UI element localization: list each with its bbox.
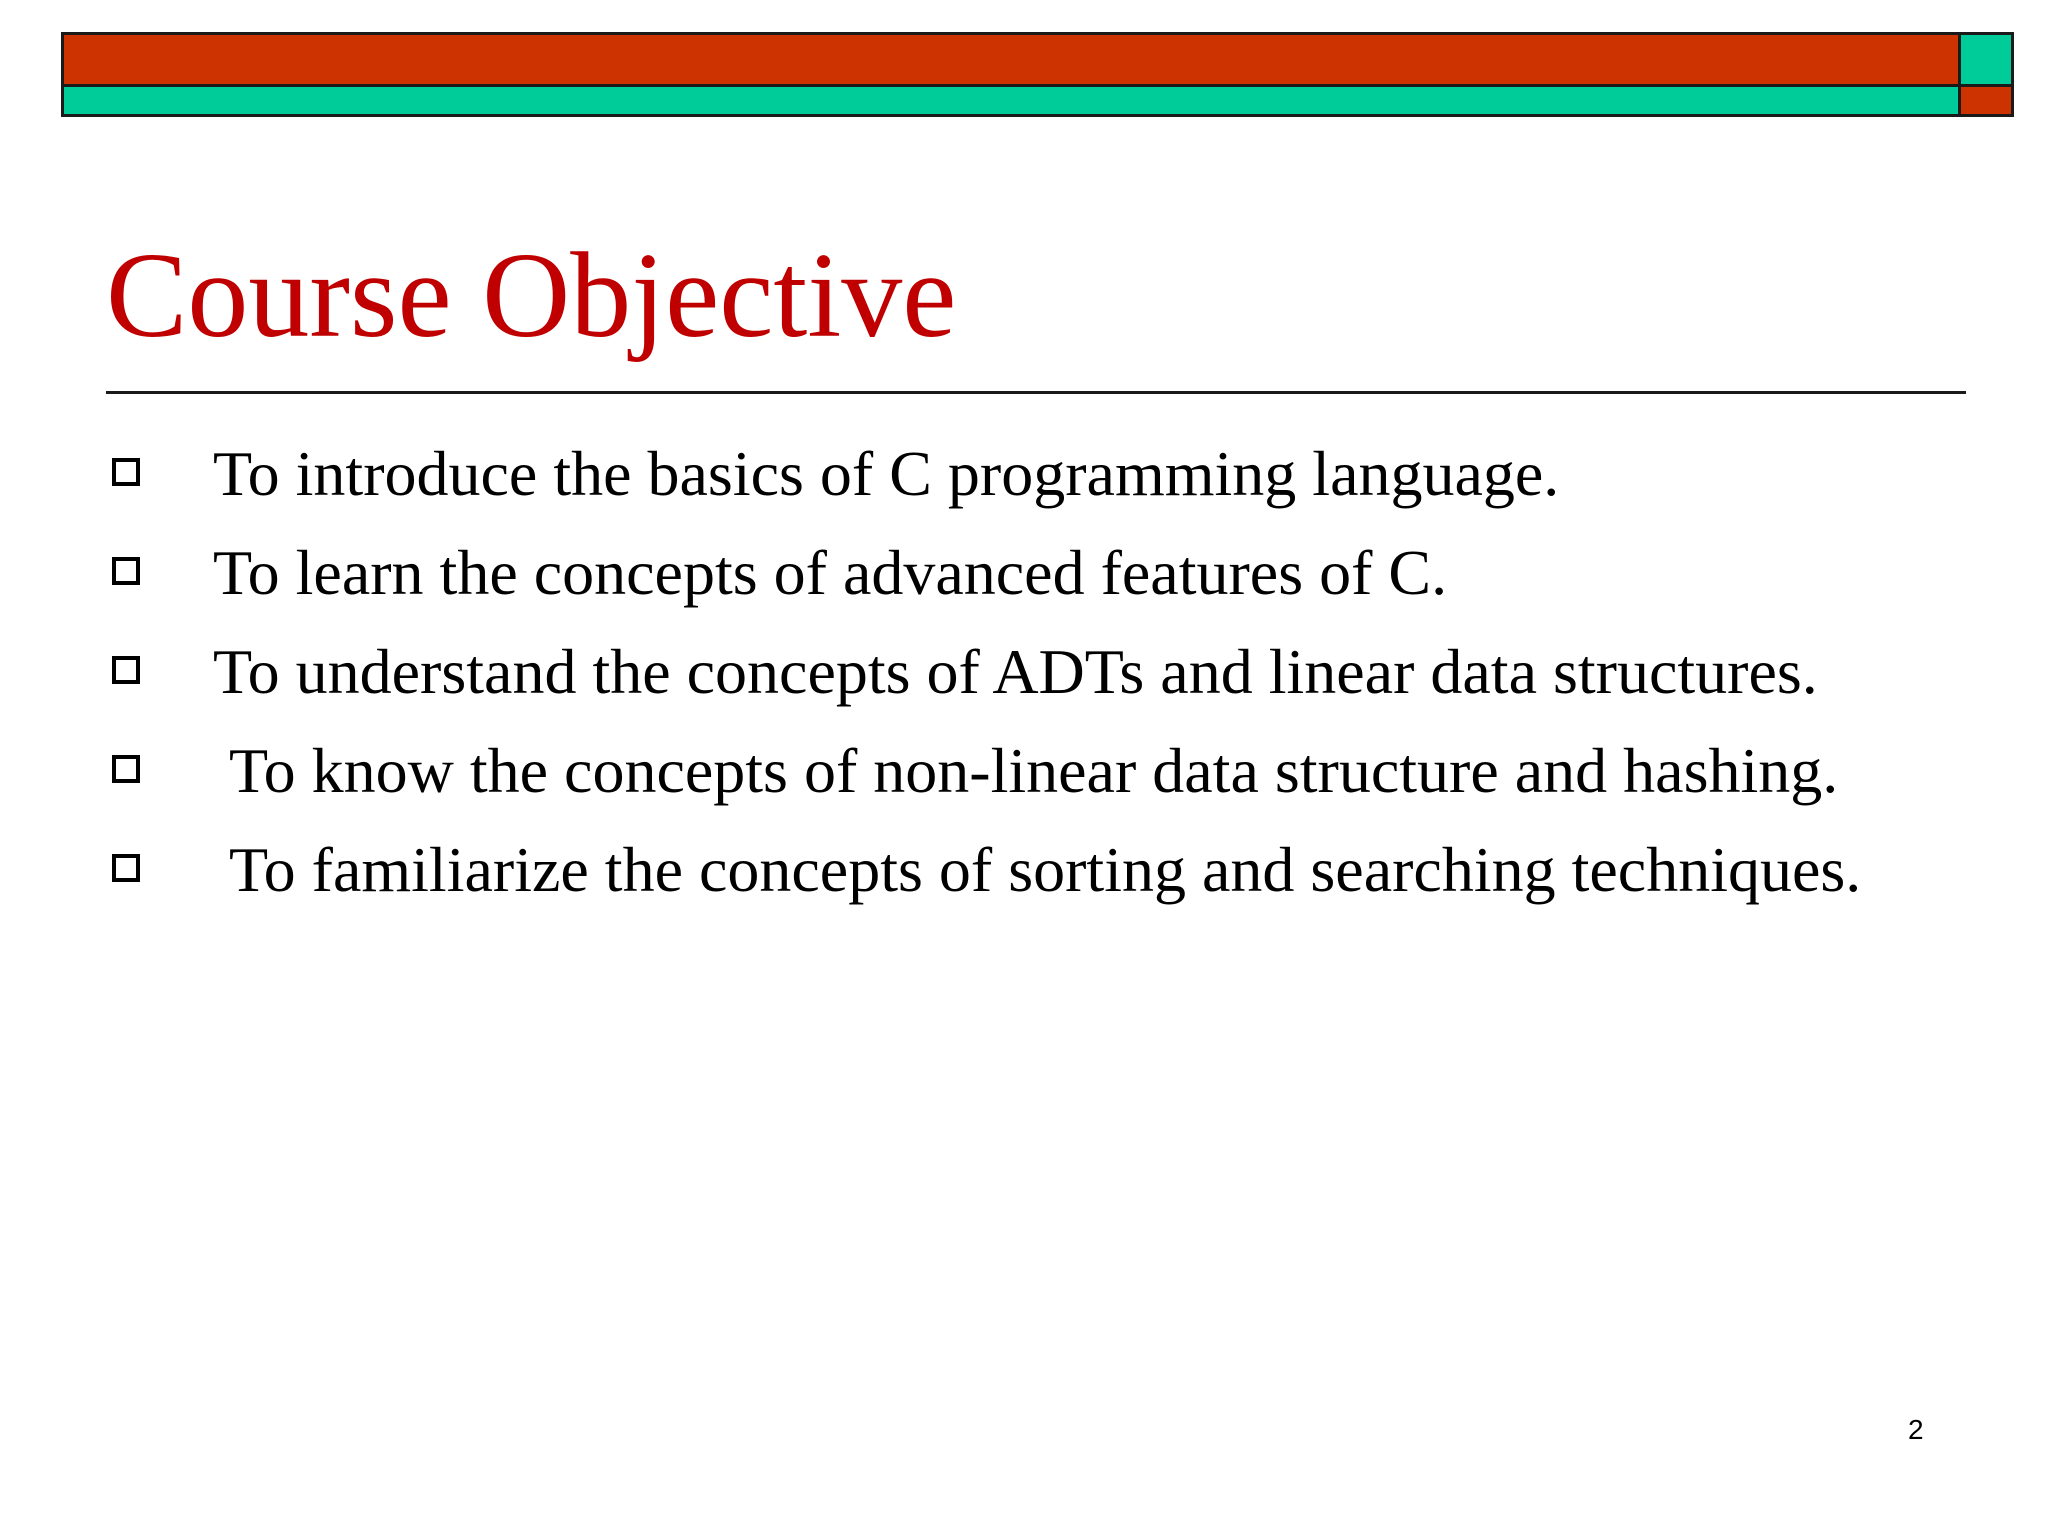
hollow-square-icon [112,755,140,783]
header-corner-square-red [1961,84,2014,117]
hollow-square-icon [112,854,140,882]
bullet-text: To learn the concepts of advanced features of C. [213,537,1448,608]
bullet-text: To introduce the basics of C programming language. [213,438,1560,509]
title-divider [106,391,1966,394]
slide-title: Course Objective [106,228,957,363]
list-item [0,525,2048,615]
hollow-square-icon [112,458,140,486]
bullet-text: To familiarize the concepts of sorting and searching techniques. [229,834,1862,905]
bullet-text: To know the concepts of non-linear data structure and hashing. [229,735,1839,806]
header-band-red [61,32,1961,84]
hollow-square-icon [112,656,140,684]
header-corner-square-teal [1961,32,2014,84]
bullet-text: To understand the concepts of ADTs and linear data structures. [213,636,1818,707]
list-item [0,723,2048,813]
header-band-teal [61,84,1961,117]
list-item [0,426,2048,516]
page-number: 2 [1908,1414,1924,1445]
list-item [0,624,2048,714]
hollow-square-icon [112,557,140,585]
list-item [0,822,2048,912]
